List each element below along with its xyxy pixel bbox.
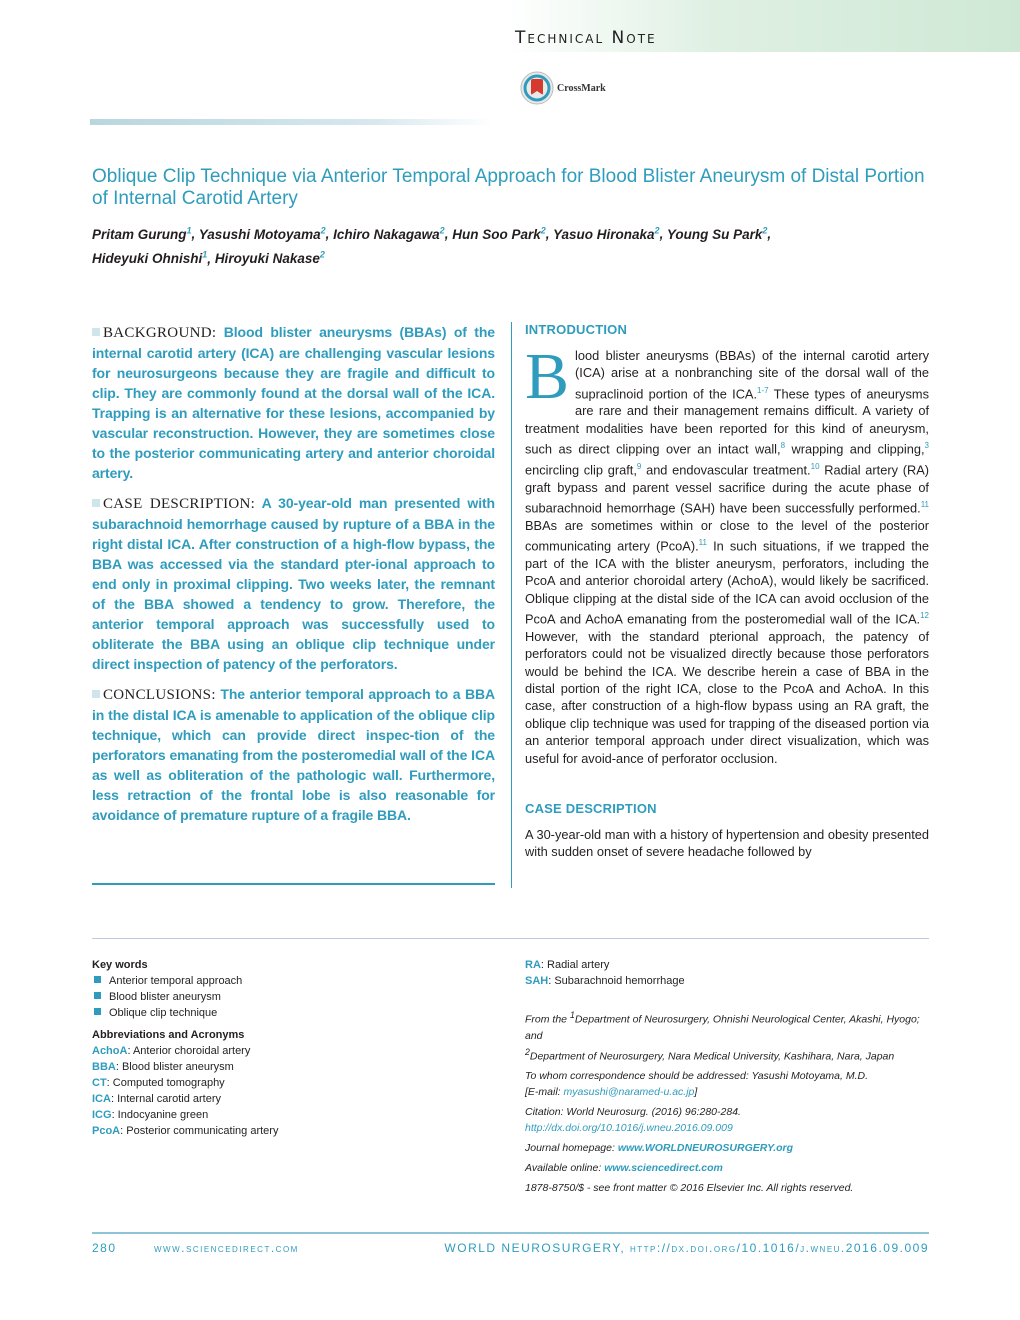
square-bullet-icon xyxy=(92,690,100,698)
keyword-item: Anterior temporal approach xyxy=(92,973,492,989)
journal-link[interactable]: www.WORLDNEUROSURGERY.org xyxy=(617,1142,794,1154)
citation-ref[interactable]: 12 xyxy=(920,611,929,621)
keyword-item: Oblique clip technique xyxy=(92,1005,492,1021)
author-list: Pritam Gurung$^1$, Yasushi Motoyama$^2$, Ichiro Nakagawa$^2$, Hun Soo Park$^2$, Yasuo Hironaka$^2$, Young Su Park$^2$, Hideyuki Ohnishi$^1$, Hiroyuki Nakase$^2$ xyxy=(92,225,772,266)
abbreviation-item: RA: Radial artery xyxy=(525,959,610,971)
square-bullet-icon xyxy=(94,976,101,983)
author[interactable]: Yasushi Motoyama$^2$ xyxy=(198,225,326,242)
author[interactable]: Yasuo Hironaka$^2$ xyxy=(553,225,660,242)
abstract-case: CASE DESCRIPTION: A 30-year-old man presented with subarachnoid hemorrhage caused by rupture of a BBA in the right distal ICA. After construction of a high-flow bypass, the BBA was accessed via the standard pter-ional approach to end only in proximal clipping. Two weeks later, the remnant of the BBA showed a tendency to grow. Therefore, the anterior temporal approach was successfully used to obliterate the BBA using an oblique clip technique under direct inspection of patency of the perforators. xyxy=(92,495,495,672)
affiliations-block xyxy=(525,1007,929,1196)
abbreviation-item: ICG: Indocyanine green xyxy=(92,1109,209,1121)
footer-journal-doi[interactable]: WORLD NEUROSURGERY, http://dx.doi.org/10.1016/j.wneu.2016.09.009 xyxy=(444,1241,929,1255)
abstract-conclusions: CONCLUSIONS: The anterior temporal approach to a BBA in the distal ICA is amenable to application of the oblique clip technique, which can provide direct inspec-tion of the perforators emanating from the posteromedial wall of the ICA as well as obliteration of the pathologic wall. Furthermore, less retraction of the frontal lobe is also reasonable for avoidance of premature rupture of a fragile BBA. xyxy=(92,686,495,823)
citation-line: Citation: World Neurosurg. (2016) 96:280-284. xyxy=(525,1106,741,1118)
author[interactable]: Young Su Park$^2$ xyxy=(666,225,768,242)
article-title: Oblique Clip Technique via Anterior Temporal Approach for Blood Blister Aneurysm of Distal Portion of Internal Carotid Artery xyxy=(92,166,925,209)
page-number: 280 xyxy=(92,1241,117,1255)
citation-ref[interactable]: 10 xyxy=(810,461,820,471)
square-bullet-icon xyxy=(92,499,100,507)
footnote-rule xyxy=(92,938,929,939)
column-divider xyxy=(511,322,512,888)
citation-ref[interactable]: 8 xyxy=(780,441,786,451)
citation-ref[interactable]: 11 xyxy=(920,500,929,510)
square-bullet-icon xyxy=(92,328,100,336)
doi-link[interactable]: http://dx.doi.org/10.1016/j.wneu.2016.09.009 xyxy=(525,1122,733,1134)
keyword-item: Blood blister aneurysm xyxy=(92,989,492,1005)
abstract-background: BACKGROUND: Blood blister aneurysms (BBAs) of the internal carotid artery (ICA) are challenging vascular lesions for neurosurgeons because they are fragile and difficult to clip. They are commonly found at the dorsal wall of the ICA. Trapping is an alternative for these lesions, accompanied by vascular reconstruction. However, they are sometimes close to the posterior communicating artery and anterior choroidal artery. xyxy=(92,324,495,481)
abbreviation-item: PcoA: Posterior communicating artery xyxy=(92,1125,279,1137)
citation-ref[interactable]: 1-7 xyxy=(757,385,769,395)
abstract-rule xyxy=(92,883,495,885)
drop-cap: B xyxy=(525,340,570,413)
author[interactable]: Hideyuki Ohnishi$^1$ xyxy=(92,249,208,266)
email-link[interactable]: myasushi@naramed-u.ac.jp xyxy=(563,1086,695,1098)
article-type-label: Technical Note xyxy=(515,28,657,48)
affiliation-2: $^2$Department of Neurosurgery, Nara Medical University, Kashihara, Nara, Japan xyxy=(525,1046,895,1062)
abbreviations-continued xyxy=(525,957,929,989)
abbreviation-item: SAH: Subarachnoid hemorrhage xyxy=(525,975,685,987)
case-description-heading: CASE DESCRIPTION xyxy=(525,800,657,816)
footer-site-link[interactable]: www.sciencedirect.com xyxy=(154,1241,299,1255)
abbreviation-item: CT: Computed tomography xyxy=(92,1077,225,1089)
abbreviation-item: ICA: Internal carotid artery xyxy=(92,1093,222,1105)
abbreviation-item: AchoA: Anterior choroidal artery xyxy=(92,1045,251,1057)
correspondence: To whom correspondence should be addressed: Yasushi Motoyama, M.D. xyxy=(525,1070,868,1082)
keywords-block xyxy=(92,957,492,1139)
abstract xyxy=(92,322,495,835)
citation-ref[interactable]: 9 xyxy=(636,461,642,471)
author[interactable]: Hiroyuki Nakase$^2$ xyxy=(214,249,325,266)
body-column xyxy=(525,322,929,861)
crossmark-icon xyxy=(520,71,554,105)
available-online: Available online: www.sciencedirect.com xyxy=(525,1162,723,1174)
footer-rule xyxy=(92,1232,929,1234)
email-line: [E-mail: myasushi@naramed-u.ac.jp] xyxy=(525,1086,698,1098)
author[interactable]: Hun Soo Park$^2$ xyxy=(452,225,546,242)
keywords-heading: Key words xyxy=(92,959,148,971)
citation-ref[interactable]: 11 xyxy=(698,538,707,548)
citation-ref[interactable]: 3 xyxy=(924,441,929,451)
introduction-heading: INTRODUCTION xyxy=(525,322,628,337)
copyright: 1878-8750/$ - see front matter © 2016 Elsevier Inc. All rights reserved. xyxy=(525,1182,854,1194)
crossmark-badge[interactable] xyxy=(520,71,606,105)
case-description-paragraph: A 30-year-old man with a history of hypertension and obesity presented with sudden onset of severe headache followed by xyxy=(525,826,929,860)
author[interactable]: Pritam Gurung$^1$ xyxy=(92,225,192,242)
abbreviation-item: BBA: Blood blister aneurysm xyxy=(92,1061,234,1073)
affiliation-1: From the $^1$Department of Neurosurgery, Ohnishi Neurological Center, Akashi, Hyogo; and xyxy=(525,1010,920,1042)
journal-homepage: Journal homepage: www.WORLDNEUROSURGERY.org xyxy=(525,1142,794,1154)
author[interactable]: Ichiro Nakagawa$^2$ xyxy=(333,225,445,242)
square-bullet-icon xyxy=(94,1008,101,1015)
crossmark-label: CrossMark xyxy=(557,82,606,94)
header-rule xyxy=(90,119,494,125)
sciencedirect-link[interactable]: www.sciencedirect.com xyxy=(604,1162,723,1174)
introduction-paragraph: Blood blister aneurysms (BBAs) of the internal carotid artery (ICA) arise at a nonbranching site of the dorsal wall of the supraclinoid portion of the ICA.$^{1-7}$ These types of aneurysms are rare and their management remains difficult. A variety of treatment modalities have been reported for this kind of aneurysm, such as direct clipping over an intact wall,$^8$ wrapping and clipping,$^3$ encircling clip graft,$^9$ and endovascular treatment.$^{10}$ Radial artery (RA) graft bypass and parent vessel sacrifice during the acute phase of subarachnoid hemorrhage (SAH) have been successfully performed.$^{11}$ BBAs are sometimes within or close to the level of the posterior communicating artery (PcoA).$^{11}$ In such situations, if we trapped the part of the ICA with the blister aneurysm, perforators, including the PcoA and anterior choroidal artery (AchoA), would likely be sacrificed. Oblique clipping at the distal side of the ICA can avoid occlusion of the PcoA and AchoA emanating from the posteromedial wall of the ICA.$^{12}$ However, with the standard pterional approach, the patency of perforators could not be visualized directly because those perforators would be behind the ICA. We describe herein a case of BBA in the distal portion of the right ICA, close to the PcoA and AchoA. In this case, after construction of a high-flow bypass using an RA graft, the oblique clip technique was used for trapping of the diseased portion via an anterior temporal approach under direct visualization, which was useful for avoid-ance of perforator occlusion. xyxy=(525,340,930,766)
abbreviations-heading: Abbreviations and Acronyms xyxy=(92,1029,245,1041)
square-bullet-icon xyxy=(94,992,101,999)
